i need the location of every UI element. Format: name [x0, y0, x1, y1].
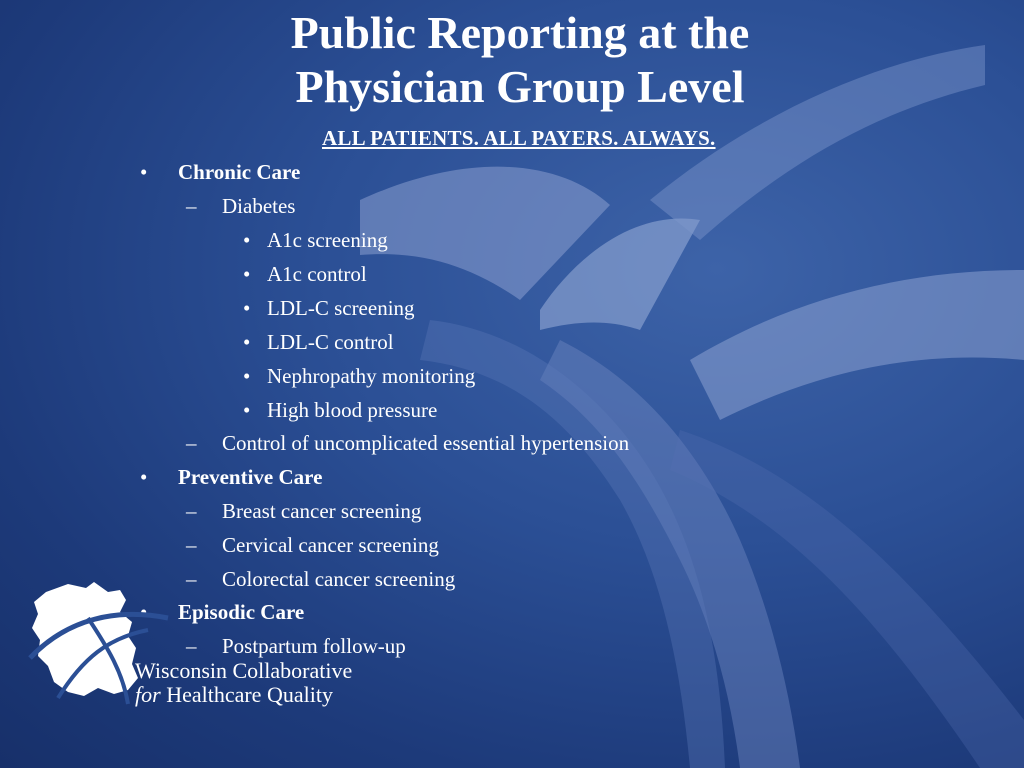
- tagline: ALL PATIENTS. ALL PAYERS. ALWAYS.: [322, 126, 716, 150]
- bullet-marker: •: [140, 465, 148, 489]
- preventive-measure: Cervical cancer screening: [222, 533, 439, 557]
- logo-for-word: for: [135, 682, 161, 707]
- diabetes-measure: High blood pressure: [267, 398, 438, 422]
- dash-marker: –: [186, 194, 197, 218]
- logo-name-rest: Healthcare Quality: [166, 682, 333, 707]
- title-line-2: Physician Group Level: [295, 61, 745, 112]
- logo-name-line-2: [135, 682, 333, 708]
- logo-name-line-1: Wisconsin Collaborative: [135, 658, 353, 683]
- slide-title: [0, 6, 1024, 114]
- dash-marker: –: [186, 533, 197, 557]
- title-line-1: Public Reporting at the: [290, 7, 750, 58]
- diabetes-label: Diabetes: [222, 194, 296, 218]
- bullet-marker: •: [243, 228, 251, 252]
- bullet-marker: •: [243, 296, 251, 320]
- dash-marker: –: [186, 567, 197, 591]
- dash-marker: –: [186, 634, 197, 658]
- bullet-marker: •: [140, 160, 148, 184]
- section-heading-chronic-care: Chronic Care: [178, 160, 301, 184]
- diabetes-measure: LDL-C screening: [267, 296, 415, 320]
- bullet-marker: •: [243, 330, 251, 354]
- diabetes-measure: A1c screening: [267, 228, 388, 252]
- dash-marker: –: [186, 431, 197, 455]
- bullet-marker: •: [243, 364, 251, 388]
- preventive-measure: Breast cancer screening: [222, 499, 422, 523]
- dash-marker: –: [186, 499, 197, 523]
- hypertension-measure: Control of uncomplicated essential hypertension: [222, 431, 630, 455]
- bullet-marker: •: [243, 262, 251, 286]
- bullet-marker: •: [140, 600, 148, 624]
- section-heading-episodic-care: Episodic Care: [178, 600, 305, 624]
- diabetes-measure: A1c control: [267, 262, 367, 286]
- diabetes-measure: Nephropathy monitoring: [267, 364, 476, 388]
- section-heading-preventive-care: Preventive Care: [178, 465, 323, 489]
- bullet-marker: •: [243, 398, 251, 422]
- diabetes-measure: LDL-C control: [267, 330, 394, 354]
- preventive-measure: Colorectal cancer screening: [222, 567, 456, 591]
- episodic-measure: Postpartum follow-up: [222, 634, 406, 658]
